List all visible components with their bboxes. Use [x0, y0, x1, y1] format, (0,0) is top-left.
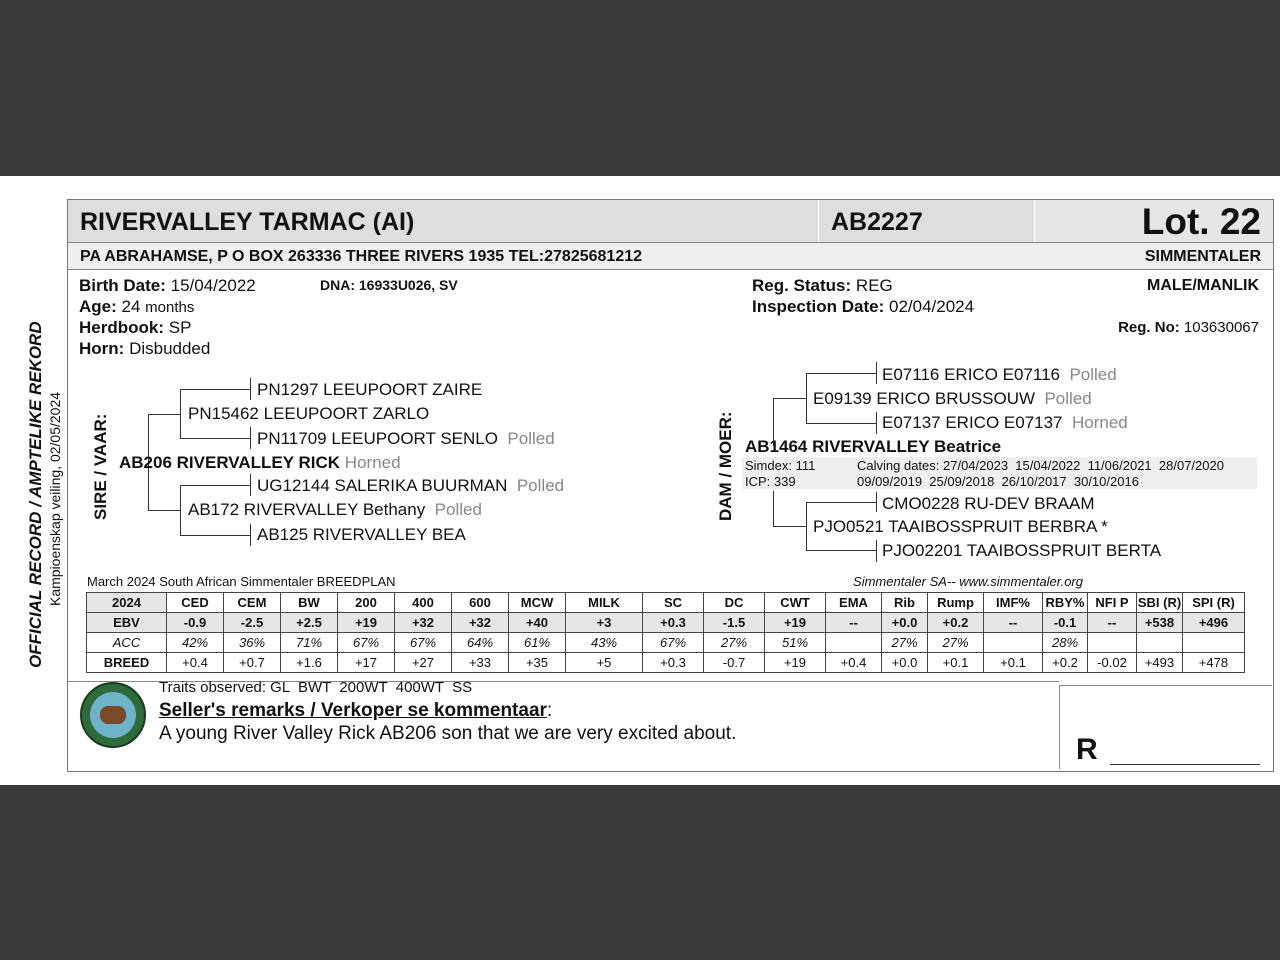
traits-observed: Traits observed: GL BWT 200WT 400WT SS [159, 679, 473, 696]
acc-label: ACC [87, 633, 167, 653]
header-cell: IMF% [984, 593, 1043, 613]
breed-cell: +0.4 [826, 653, 882, 673]
header-cell: CEM [224, 593, 281, 613]
acc-cell [1137, 633, 1183, 653]
ebv-cell: +0.2 [928, 613, 984, 633]
remarks-text: A young River Valley Rick AB206 son that we are very excited about. [159, 723, 737, 744]
acc-cell [826, 633, 882, 653]
ebv-cell: +19 [765, 613, 826, 633]
sire-label: SIRE / VAAR: [91, 413, 110, 520]
ebv-cell: +19 [338, 613, 395, 633]
breedplan-title: March 2024 South African Simmentaler BREEDPLAN [87, 574, 396, 589]
dam-dam-sire: CMO0228 RU-DEV BRAAM [882, 494, 1095, 513]
ebv-cell: -- [984, 613, 1043, 633]
sire-sire-sire: PN1297 LEEUPOORT ZAIRE [257, 380, 483, 399]
sex-label: MALE/MANLIK [1147, 277, 1259, 294]
ebv-cell: +32 [452, 613, 509, 633]
header-cell: SC [643, 593, 704, 613]
header-cell: NFI P [1088, 593, 1137, 613]
header-cell: SPI (R) [1183, 593, 1245, 613]
sire-dam-sire: UG12144 SALERIKA BUURMAN Polled [257, 476, 565, 495]
acc-cell [1088, 633, 1137, 653]
breed-cell: +19 [765, 653, 826, 673]
ebv-cell: +32 [395, 613, 452, 633]
header-cell: EMA [826, 593, 882, 613]
breedplan-site: Simmentaler SA-- www.simmentaler.org [853, 574, 1083, 589]
horn-status: Horn: Disbudded [79, 339, 211, 358]
official-record-label: OFFICIAL RECORD / AMPTELIKE REKORD [26, 321, 45, 668]
ebv-cell: +496 [1183, 613, 1245, 633]
breed-cell: +1.6 [281, 653, 338, 673]
sire-name: AB206 RIVERVALLEY RICK Horned [119, 453, 401, 472]
breed-cell: +5 [566, 653, 643, 673]
breed-cell: +0.0 [882, 653, 928, 673]
price-line [1110, 764, 1260, 765]
dam-dam-dam: PJO02201 TAAIBOSSPRUIT BERTA [882, 541, 1162, 560]
acc-cell: 71% [281, 633, 338, 653]
ebv-cell: -- [826, 613, 882, 633]
owner-line: PA ABRAHAMSE, P O BOX 263336 THREE RIVERS 1935 TEL:27825681212 [80, 248, 643, 265]
header-cell: MILK [566, 593, 643, 613]
ebv-cell: -- [1088, 613, 1137, 633]
acc-cell: 28% [1043, 633, 1088, 653]
ebv-cell: +538 [1137, 613, 1183, 633]
breed-cell: +478 [1183, 653, 1245, 673]
breedplan-table [86, 592, 1245, 673]
birth-date: Birth Date: 15/04/2022 [79, 276, 256, 295]
dam-calving-dates: Calving dates: 27/04/2023 15/04/2022 11/06/2021 28/07/2020 [857, 458, 1224, 473]
sire-sire: PN15462 LEEUPOORT ZARLO [188, 404, 430, 423]
ebv-cell: +0.0 [882, 613, 928, 633]
acc-cell [1183, 633, 1245, 653]
dam-simdex: Simdex: 111 [745, 458, 816, 473]
acc-cell: 27% [704, 633, 765, 653]
breed-cell: +17 [338, 653, 395, 673]
sire-sire-dam: PN11709 LEEUPOORT SENLO Polled [257, 429, 555, 448]
dam-icp: ICP: 339 [745, 474, 796, 489]
inspection-date: Inspection Date: 02/04/2024 [752, 297, 975, 316]
header-cell: CWT [765, 593, 826, 613]
breed-cell: +0.3 [643, 653, 704, 673]
event-label: Kampioenskap veiling, 02/05/2024 [47, 391, 63, 606]
header-cell: MCW [509, 593, 566, 613]
header-cell: 600 [452, 593, 509, 613]
breedplan-breed-row [87, 653, 1245, 673]
breedplan-ebv-row [87, 613, 1245, 633]
dam-sire: E09139 ERICO BRUSSOUW Polled [813, 389, 1092, 408]
animal-id: AB2227 [831, 208, 923, 236]
animal-name: RIVERVALLEY TARMAC (AI) [80, 208, 415, 236]
age: Age: 24 months [79, 297, 195, 316]
sire-dam-dam: AB125 RIVERVALLEY BEA [257, 525, 466, 544]
breed-cell: +0.4 [167, 653, 224, 673]
acc-cell: 42% [167, 633, 224, 653]
herdbook: Herdbook: SP [79, 318, 192, 337]
ebv-cell: +40 [509, 613, 566, 633]
breed-cell: +27 [395, 653, 452, 673]
ebv-cell: +3 [566, 613, 643, 633]
reg-status: Reg. Status: REG [752, 276, 893, 295]
header-cell: DC [704, 593, 765, 613]
ebv-cell: -0.1 [1043, 613, 1088, 633]
header-bar [68, 200, 1273, 243]
dam-sire-dam: E07137 ERICO E07137 Horned [882, 413, 1128, 432]
breed-cell: +35 [509, 653, 566, 673]
breed-cell: +0.2 [1043, 653, 1088, 673]
header-cell: 200 [338, 593, 395, 613]
acc-cell: 43% [566, 633, 643, 653]
acc-cell: 51% [765, 633, 826, 653]
header-cell: RBY% [1043, 593, 1088, 613]
acc-cell: 36% [224, 633, 281, 653]
breedplan-acc-row [87, 633, 1245, 653]
breed-cell: +493 [1137, 653, 1183, 673]
acc-cell: 67% [643, 633, 704, 653]
acc-cell: 64% [452, 633, 509, 653]
price-label: R [1076, 733, 1098, 766]
header-cell: Rump [928, 593, 984, 613]
remarks-title: Seller's remarks / Verkoper se kommentaar: [159, 700, 553, 721]
breed-label: BREED [87, 653, 167, 673]
sire-dam: AB172 RIVERVALLEY Bethany Polled [188, 500, 482, 519]
acc-cell: 27% [882, 633, 928, 653]
header-cell: Rib [882, 593, 928, 613]
acc-cell: 61% [509, 633, 566, 653]
breed-cell: -0.02 [1088, 653, 1137, 673]
breed-cell: +0.1 [928, 653, 984, 673]
acc-cell: 67% [395, 633, 452, 653]
ebv-label: EBV [87, 613, 167, 633]
breed-cell: +0.1 [984, 653, 1043, 673]
owner-bar [68, 243, 1273, 270]
lot-number: Lot. 22 [1141, 201, 1261, 242]
dna-info: DNA: 16933U026, SV [320, 277, 458, 293]
dam-calving-dates-2: 09/09/2019 25/09/2018 26/10/2017 30/10/2016 [857, 474, 1139, 489]
header-cell: CED [167, 593, 224, 613]
simmentaler-logo [80, 682, 146, 748]
header-cell: BW [281, 593, 338, 613]
breed-cell: +33 [452, 653, 509, 673]
acc-cell: 27% [928, 633, 984, 653]
record-sheet [0, 176, 1280, 785]
ebv-cell: -2.5 [224, 613, 281, 633]
acc-cell: 67% [338, 633, 395, 653]
reg-number: Reg. No: 103630067 [1118, 319, 1259, 336]
dam-dam: PJO0521 TAAIBOSSPRUIT BERBRA * [813, 517, 1108, 536]
dam-sire-sire: E07116 ERICO E07116 Polled [882, 365, 1117, 384]
breed-name: SIMMENTALER [1144, 248, 1261, 265]
ebv-cell: -1.5 [704, 613, 765, 633]
ebv-cell: +0.3 [643, 613, 704, 633]
breed-cell: +0.7 [224, 653, 281, 673]
header-label: 2024 [87, 593, 167, 613]
ebv-cell: +2.5 [281, 613, 338, 633]
acc-cell [984, 633, 1043, 653]
breed-cell: -0.7 [704, 653, 765, 673]
header-cell: 400 [395, 593, 452, 613]
dam-label: DAM / MOER: [716, 411, 735, 521]
dam-name: AB1464 RIVERVALLEY Beatrice [745, 437, 1002, 456]
breedplan-header-row [87, 593, 1245, 613]
ebv-cell: -0.9 [167, 613, 224, 633]
header-cell: SBI (R) [1137, 593, 1183, 613]
